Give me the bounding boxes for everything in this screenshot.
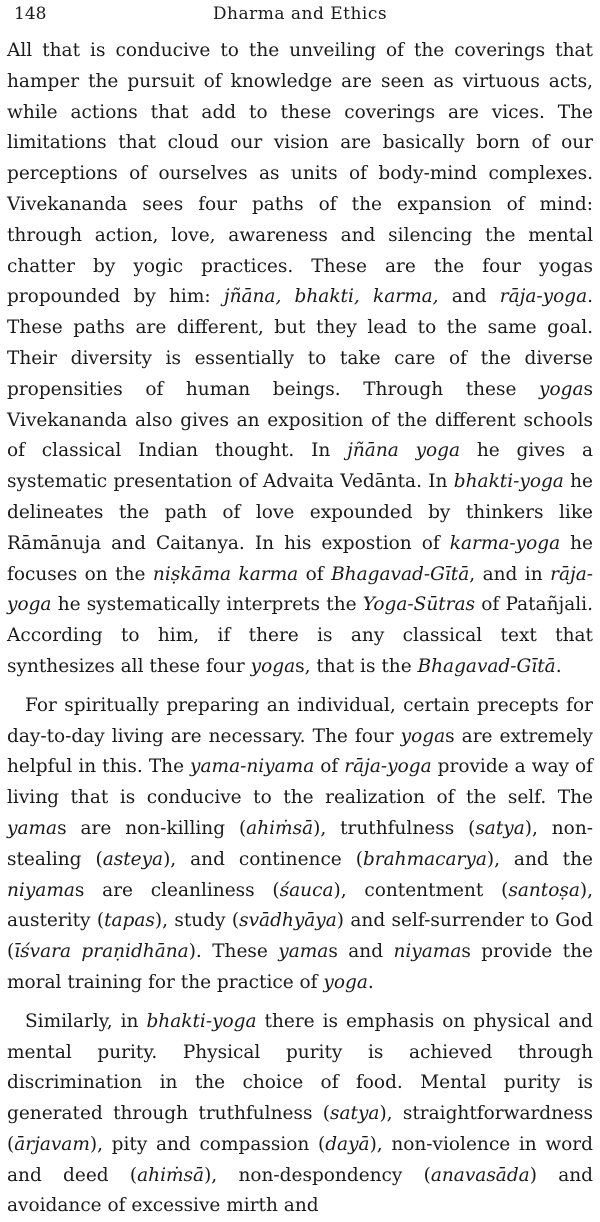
italic-term: brahmacarya — [362, 848, 487, 870]
text-run: ) and self-surrender to God ( — [7, 910, 593, 963]
italic-term: jñāna, bhakti, karma, — [223, 286, 439, 308]
text-run: ), non-despondency ( — [204, 1164, 431, 1186]
text-run: of — [298, 563, 332, 585]
italic-term: yama — [278, 941, 329, 963]
italic-term: yoga — [323, 971, 368, 993]
page-header — [7, 0, 593, 34]
italic-term: svādhyāya — [239, 910, 337, 932]
italic-term: niyama — [7, 879, 75, 901]
text-run: Similarly, in — [25, 1010, 147, 1032]
text-run: s Vivekananda also gives an exposition of the different schools of classical Indian thought. In — [7, 378, 593, 462]
text-run: ), straightforwardness ( — [7, 1103, 594, 1155]
italic-term: ahiṁsā — [137, 1164, 205, 1186]
text-run: ), pity and compassion ( — [89, 1133, 326, 1155]
text-run: ), austerity ( — [7, 879, 594, 932]
italic-term: jñāna yoga — [347, 440, 461, 462]
italic-term: Yoga-Sūtras — [362, 594, 476, 616]
text-run: ) and avoidance of excessive mirth and — [7, 1164, 593, 1217]
italic-term: karma-yoga — [449, 532, 561, 554]
italic-term: bhakti-yoga — [146, 1010, 257, 1032]
italic-term: śauca — [279, 879, 334, 901]
italic-term: niyama — [393, 941, 462, 963]
paragraph-3 — [7, 1007, 593, 1222]
italic-term: bhakti-yoga — [453, 471, 564, 493]
text-run: For spiritually preparing an individual, certain precepts for day-to-day living are necessary. The four — [7, 694, 593, 747]
running-head: Dharma and Ethics — [212, 4, 388, 24]
text-run: . — [367, 971, 374, 993]
text-run: s, that is the — [295, 655, 418, 677]
text-run: s and — [328, 941, 394, 963]
text-run: provide a way of living that is conducive to the realization of the self. The — [7, 756, 593, 809]
text-run: he systematically interprets the — [51, 594, 363, 616]
italic-term: santoṣa — [508, 879, 580, 901]
text-run: s are cleanliness ( — [74, 879, 280, 901]
text-run: All that is conducive to the unveiling of the coverings that hamper the pursuit of knowledge are seen as virtuous acts, while actions that add to these coverings are vices. The limitations that cloud our vision are basically born of our perceptions of ourselves as units of body-mind complexes. Vivekananda sees four paths of the expansion of mind: through action, love, awareness and silencing the mental chatter by yogic practices. These are the four yogas propounded by him: — [7, 40, 593, 308]
text-run: ), and the — [486, 848, 593, 870]
text-run: of Patañjali. According to him, if there is any classical text that synthesizes all these four — [7, 594, 593, 677]
text-run: s provide the moral training for the practice of — [7, 941, 593, 993]
italic-term: yama — [7, 817, 58, 839]
text-run: ), and continence ( — [163, 848, 363, 870]
text-run: he delineates the path of love expounded by thinkers like Rāmānuja and Caitanya. In his expostion of — [7, 471, 594, 554]
text-run: s are extremely helpful in this. The — [7, 725, 594, 778]
paragraph-2 — [7, 691, 593, 999]
text-run: ), non-violence in word and deed ( — [7, 1133, 593, 1186]
italic-term: rāja-yoga — [499, 286, 588, 308]
text-run: , and in — [469, 563, 551, 585]
italic-term: yoga — [539, 378, 584, 400]
italic-term: satya — [475, 817, 525, 839]
text-run: . — [555, 655, 562, 677]
italic-term: anavasāda — [430, 1164, 530, 1186]
italic-term: asteya — [102, 848, 164, 870]
text-run: ). These — [188, 941, 279, 963]
text-run: there is emphasis on physical and mental purity. Physical purity is achieved through discrimination in the choice of food. Mental purity is generated through truthfulness ( — [7, 1010, 593, 1125]
italic-term: Bhagavad-Gītā — [331, 563, 470, 585]
text-run: ), non-stealing ( — [7, 817, 593, 870]
italic-term: ārjavam — [14, 1133, 90, 1155]
text-run: ), contentment ( — [333, 879, 509, 901]
text-run: s are non-killing ( — [57, 817, 247, 839]
italic-term: rāja-yoga — [7, 563, 593, 616]
body-text — [7, 36, 593, 1222]
italic-term: īśvara praṇidhāna — [14, 941, 189, 963]
text-run: of — [314, 756, 345, 778]
italic-term: niṣkāma karma — [152, 563, 299, 585]
text-run: he focuses on the — [7, 532, 593, 585]
text-run: he gives a systematic presentation of Advaita Vedānta. In — [7, 440, 594, 493]
italic-term: yoga — [400, 725, 446, 747]
italic-term: yama-niyama — [190, 756, 315, 778]
paragraph-1 — [7, 36, 593, 683]
italic-term: dayā — [325, 1133, 370, 1155]
page-number: 148 — [14, 4, 47, 24]
text-run: ), truthfulness ( — [313, 817, 476, 839]
italic-term: Bhagavad-Gītā — [417, 655, 556, 677]
italic-term: yoga — [250, 655, 296, 677]
italic-term: tapas — [104, 910, 155, 932]
text-run: . These paths are different, but they lead to the same goal. Their diversity is essentially to take care of the diverse propensities of human beings. Through these — [7, 286, 593, 400]
italic-term: satya — [330, 1103, 380, 1125]
italic-term: rāja-yoga — [344, 756, 432, 778]
text-run: ), study ( — [154, 910, 240, 932]
italic-term: ahiṁsā — [246, 817, 314, 839]
text-run: and — [438, 286, 500, 308]
